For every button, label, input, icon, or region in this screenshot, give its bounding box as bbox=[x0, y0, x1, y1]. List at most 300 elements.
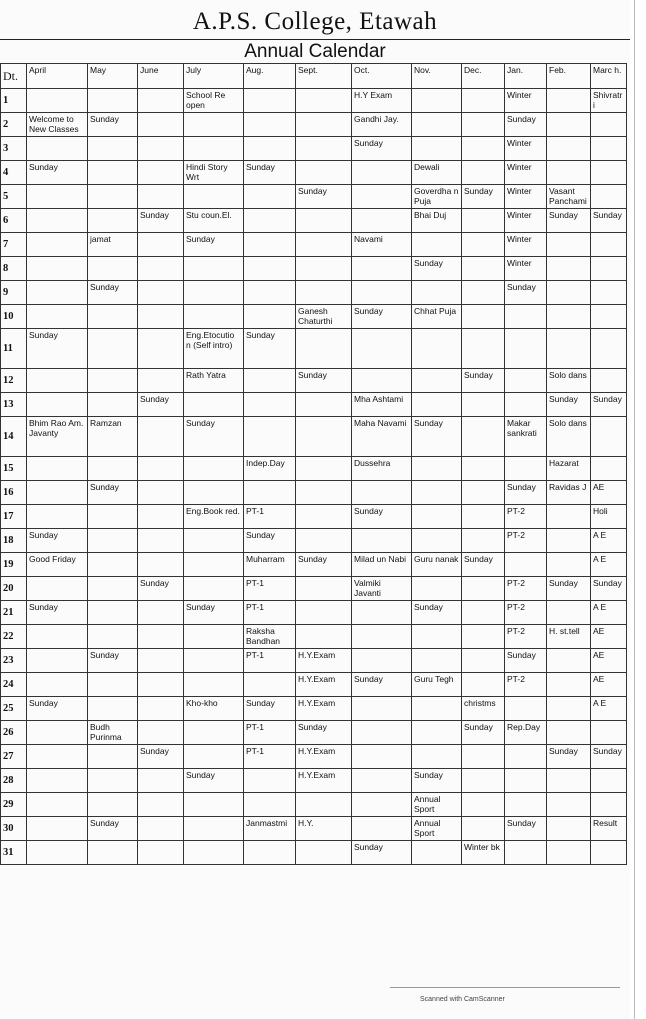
event-cell bbox=[352, 257, 412, 281]
event-cell: Holi bbox=[591, 505, 627, 529]
event-cell: Good Friday bbox=[27, 553, 88, 577]
event-cell bbox=[296, 233, 352, 257]
event-cell bbox=[88, 161, 138, 185]
date-cell: 20 bbox=[1, 577, 27, 601]
table-row bbox=[1, 721, 627, 745]
event-cell: Sunday bbox=[591, 209, 627, 233]
event-cell bbox=[138, 673, 184, 697]
date-cell: 17 bbox=[1, 505, 27, 529]
event-cell bbox=[296, 625, 352, 649]
event-cell: christms bbox=[462, 697, 505, 721]
event-cell bbox=[462, 113, 505, 137]
column-header-month: Jan. bbox=[505, 64, 547, 89]
event-cell bbox=[244, 481, 296, 505]
event-cell: Sunday bbox=[505, 481, 547, 505]
date-cell: 13 bbox=[1, 393, 27, 417]
event-cell bbox=[184, 481, 244, 505]
column-header-month: Nov. bbox=[412, 64, 462, 89]
table-row bbox=[1, 417, 627, 457]
event-cell bbox=[547, 281, 591, 305]
event-cell bbox=[352, 721, 412, 745]
event-cell: Raksha Bandhan bbox=[244, 625, 296, 649]
event-cell bbox=[412, 281, 462, 305]
event-cell bbox=[184, 817, 244, 841]
table-row bbox=[1, 505, 627, 529]
table-row bbox=[1, 281, 627, 305]
event-cell bbox=[547, 793, 591, 817]
event-cell bbox=[88, 769, 138, 793]
event-cell bbox=[412, 137, 462, 161]
event-cell: Sunday bbox=[462, 721, 505, 745]
event-cell bbox=[244, 89, 296, 113]
event-cell bbox=[462, 417, 505, 457]
event-cell bbox=[412, 457, 462, 481]
event-cell: AE bbox=[591, 673, 627, 697]
event-cell bbox=[547, 673, 591, 697]
event-cell bbox=[547, 305, 591, 329]
event-cell: Sunday bbox=[352, 305, 412, 329]
event-cell: Sunday bbox=[547, 209, 591, 233]
event-cell bbox=[505, 393, 547, 417]
event-cell bbox=[462, 745, 505, 769]
event-cell: Welcome to New Classes bbox=[27, 113, 88, 137]
event-cell: Navami bbox=[352, 233, 412, 257]
event-cell bbox=[462, 577, 505, 601]
event-cell bbox=[296, 137, 352, 161]
event-cell: Janmastmi bbox=[244, 817, 296, 841]
event-cell bbox=[547, 697, 591, 721]
event-cell bbox=[184, 257, 244, 281]
event-cell bbox=[244, 257, 296, 281]
event-cell bbox=[547, 89, 591, 113]
event-cell bbox=[184, 745, 244, 769]
date-cell: 16 bbox=[1, 481, 27, 505]
event-cell bbox=[138, 793, 184, 817]
event-cell bbox=[462, 329, 505, 369]
event-cell: Stu coun.El. bbox=[184, 209, 244, 233]
table-row bbox=[1, 369, 627, 393]
event-cell bbox=[88, 577, 138, 601]
event-cell: Sunday bbox=[296, 369, 352, 393]
event-cell bbox=[88, 841, 138, 865]
event-cell bbox=[591, 137, 627, 161]
event-cell bbox=[412, 393, 462, 417]
event-cell: Sunday bbox=[244, 161, 296, 185]
event-cell: Maha Navami bbox=[352, 417, 412, 457]
event-cell: Sunday bbox=[138, 393, 184, 417]
event-cell: A E bbox=[591, 553, 627, 577]
event-cell bbox=[184, 793, 244, 817]
event-cell bbox=[27, 209, 88, 233]
event-cell bbox=[412, 89, 462, 113]
event-cell: Sunday bbox=[184, 769, 244, 793]
event-cell bbox=[352, 793, 412, 817]
event-cell: Sunday bbox=[138, 577, 184, 601]
event-cell: Ramzan bbox=[88, 417, 138, 457]
column-header-month: Sept. bbox=[296, 64, 352, 89]
event-cell: Sunday bbox=[27, 329, 88, 369]
table-row bbox=[1, 137, 627, 161]
column-header-month: Marc h. bbox=[591, 64, 627, 89]
event-cell: Sunday bbox=[462, 185, 505, 209]
event-cell bbox=[27, 185, 88, 209]
event-cell: AE bbox=[591, 481, 627, 505]
event-cell bbox=[547, 329, 591, 369]
table-row bbox=[1, 673, 627, 697]
event-cell: Sunday bbox=[352, 137, 412, 161]
event-cell: PT-2 bbox=[505, 673, 547, 697]
event-cell bbox=[88, 305, 138, 329]
event-cell bbox=[462, 281, 505, 305]
date-cell: 31 bbox=[1, 841, 27, 865]
event-cell: Winter bbox=[505, 233, 547, 257]
date-cell: 14 bbox=[1, 417, 27, 457]
event-cell bbox=[138, 769, 184, 793]
event-cell bbox=[138, 817, 184, 841]
event-cell: Hazarat bbox=[547, 457, 591, 481]
event-cell bbox=[27, 649, 88, 673]
event-cell bbox=[505, 553, 547, 577]
event-cell: PT-1 bbox=[244, 721, 296, 745]
event-cell: Winter bbox=[505, 161, 547, 185]
event-cell bbox=[547, 649, 591, 673]
date-cell: 1 bbox=[1, 89, 27, 113]
date-cell: 8 bbox=[1, 257, 27, 281]
date-cell: 25 bbox=[1, 697, 27, 721]
table-row bbox=[1, 113, 627, 137]
date-cell: 18 bbox=[1, 529, 27, 553]
event-cell bbox=[244, 769, 296, 793]
date-cell: 7 bbox=[1, 233, 27, 257]
table-row bbox=[1, 305, 627, 329]
event-cell: Winter bk bbox=[462, 841, 505, 865]
event-cell: Rep.Day bbox=[505, 721, 547, 745]
event-cell: Hindi Story Wrt bbox=[184, 161, 244, 185]
event-cell: H.Y Exam bbox=[352, 89, 412, 113]
event-cell bbox=[547, 841, 591, 865]
event-cell bbox=[296, 481, 352, 505]
event-cell bbox=[591, 769, 627, 793]
event-cell bbox=[296, 505, 352, 529]
event-cell bbox=[352, 161, 412, 185]
event-cell bbox=[352, 649, 412, 673]
event-cell bbox=[27, 137, 88, 161]
event-cell bbox=[352, 185, 412, 209]
date-cell: 19 bbox=[1, 553, 27, 577]
event-cell bbox=[412, 113, 462, 137]
event-cell bbox=[27, 505, 88, 529]
event-cell bbox=[412, 697, 462, 721]
event-cell bbox=[138, 257, 184, 281]
table-row bbox=[1, 185, 627, 209]
table-row bbox=[1, 625, 627, 649]
date-cell: 10 bbox=[1, 305, 27, 329]
event-cell bbox=[547, 721, 591, 745]
table-row bbox=[1, 745, 627, 769]
event-cell bbox=[462, 393, 505, 417]
event-cell bbox=[296, 417, 352, 457]
event-cell: Sunday bbox=[547, 393, 591, 417]
event-cell bbox=[138, 369, 184, 393]
event-cell bbox=[462, 137, 505, 161]
event-cell: AE bbox=[591, 649, 627, 673]
scanner-watermark: Scanned with CamScanner bbox=[420, 996, 505, 1003]
event-cell bbox=[27, 481, 88, 505]
table-row bbox=[1, 457, 627, 481]
column-header-date: Dt. bbox=[1, 64, 27, 89]
event-cell bbox=[27, 281, 88, 305]
table-row bbox=[1, 257, 627, 281]
event-cell: H. st.tell bbox=[547, 625, 591, 649]
event-cell bbox=[547, 113, 591, 137]
event-cell bbox=[296, 89, 352, 113]
event-cell: Sunday bbox=[88, 481, 138, 505]
event-cell bbox=[88, 393, 138, 417]
event-cell: Sunday bbox=[462, 369, 505, 393]
table-row bbox=[1, 233, 627, 257]
event-cell bbox=[412, 625, 462, 649]
table-row bbox=[1, 529, 627, 553]
date-cell: 23 bbox=[1, 649, 27, 673]
event-cell bbox=[138, 281, 184, 305]
event-cell bbox=[27, 457, 88, 481]
event-cell: Sunday bbox=[184, 601, 244, 625]
event-cell: jamat bbox=[88, 233, 138, 257]
table-row bbox=[1, 393, 627, 417]
event-cell bbox=[244, 793, 296, 817]
event-cell bbox=[462, 673, 505, 697]
event-cell bbox=[27, 793, 88, 817]
event-cell bbox=[412, 529, 462, 553]
event-cell: Kho-kho bbox=[184, 697, 244, 721]
date-cell: 4 bbox=[1, 161, 27, 185]
event-cell bbox=[27, 233, 88, 257]
table-row bbox=[1, 209, 627, 233]
event-cell bbox=[412, 505, 462, 529]
event-cell: Sunday bbox=[412, 417, 462, 457]
event-cell bbox=[88, 697, 138, 721]
event-cell: Goverdha n Puja bbox=[412, 185, 462, 209]
event-cell: Annual Sport bbox=[412, 793, 462, 817]
event-cell bbox=[547, 161, 591, 185]
event-cell bbox=[296, 161, 352, 185]
event-cell bbox=[88, 505, 138, 529]
event-cell: H.Y.Exam bbox=[296, 673, 352, 697]
event-cell bbox=[27, 305, 88, 329]
event-cell: Shivratr i bbox=[591, 89, 627, 113]
event-cell bbox=[462, 233, 505, 257]
event-cell: Sunday bbox=[184, 233, 244, 257]
event-cell bbox=[27, 257, 88, 281]
event-cell: Sunday bbox=[138, 209, 184, 233]
event-cell bbox=[184, 721, 244, 745]
event-cell: Rath Yatra bbox=[184, 369, 244, 393]
event-cell: H.Y.Exam bbox=[296, 745, 352, 769]
event-cell: Gandhi Jay. bbox=[352, 113, 412, 137]
event-cell: Sunday bbox=[412, 601, 462, 625]
event-cell: Sunday bbox=[88, 113, 138, 137]
event-cell: PT-1 bbox=[244, 601, 296, 625]
event-cell: Sunday bbox=[88, 817, 138, 841]
event-cell: Guru Tegh bbox=[412, 673, 462, 697]
event-cell bbox=[591, 721, 627, 745]
event-cell bbox=[88, 89, 138, 113]
event-cell bbox=[591, 113, 627, 137]
date-cell: 2 bbox=[1, 113, 27, 137]
event-cell bbox=[412, 649, 462, 673]
event-cell bbox=[462, 209, 505, 233]
event-cell: Sunday bbox=[352, 673, 412, 697]
event-cell bbox=[505, 369, 547, 393]
event-cell bbox=[244, 305, 296, 329]
event-cell: Sunday bbox=[505, 113, 547, 137]
event-cell bbox=[462, 649, 505, 673]
event-cell bbox=[462, 529, 505, 553]
event-cell: PT-2 bbox=[505, 577, 547, 601]
event-cell bbox=[27, 673, 88, 697]
event-cell: Sunday bbox=[296, 553, 352, 577]
column-header-month: Oct. bbox=[352, 64, 412, 89]
event-cell bbox=[138, 305, 184, 329]
event-cell bbox=[505, 305, 547, 329]
event-cell bbox=[244, 113, 296, 137]
event-cell bbox=[244, 185, 296, 209]
event-cell bbox=[184, 305, 244, 329]
event-cell bbox=[88, 257, 138, 281]
event-cell: Eng.Etocutio n (Self intro) bbox=[184, 329, 244, 369]
event-cell: Result bbox=[591, 817, 627, 841]
event-cell: PT-1 bbox=[244, 577, 296, 601]
date-cell: 6 bbox=[1, 209, 27, 233]
event-cell: Sunday bbox=[412, 257, 462, 281]
event-cell: Guru nanak bbox=[412, 553, 462, 577]
event-cell bbox=[591, 369, 627, 393]
event-cell: Sunday bbox=[244, 329, 296, 369]
event-cell bbox=[88, 137, 138, 161]
event-cell bbox=[138, 137, 184, 161]
table-row bbox=[1, 817, 627, 841]
date-cell: 12 bbox=[1, 369, 27, 393]
event-cell bbox=[505, 697, 547, 721]
date-cell: 29 bbox=[1, 793, 27, 817]
event-cell: PT-2 bbox=[505, 625, 547, 649]
event-cell: PT-1 bbox=[244, 649, 296, 673]
event-cell bbox=[296, 393, 352, 417]
event-cell bbox=[591, 233, 627, 257]
event-cell: Sunday bbox=[352, 505, 412, 529]
event-cell bbox=[88, 369, 138, 393]
date-cell: 3 bbox=[1, 137, 27, 161]
event-cell bbox=[352, 529, 412, 553]
event-cell bbox=[27, 841, 88, 865]
event-cell bbox=[296, 113, 352, 137]
column-header-month: July bbox=[184, 64, 244, 89]
event-cell: Sunday bbox=[591, 393, 627, 417]
event-cell bbox=[88, 553, 138, 577]
event-cell bbox=[27, 369, 88, 393]
event-cell bbox=[352, 601, 412, 625]
event-cell bbox=[412, 841, 462, 865]
event-cell bbox=[462, 625, 505, 649]
event-cell: Makar sankrati bbox=[505, 417, 547, 457]
event-cell bbox=[412, 577, 462, 601]
event-cell: Sunday bbox=[27, 697, 88, 721]
event-cell: A E bbox=[591, 697, 627, 721]
event-cell bbox=[27, 817, 88, 841]
event-cell bbox=[27, 769, 88, 793]
event-cell bbox=[505, 769, 547, 793]
event-cell: Muharram bbox=[244, 553, 296, 577]
event-cell bbox=[462, 257, 505, 281]
table-row bbox=[1, 481, 627, 505]
event-cell bbox=[296, 841, 352, 865]
event-cell: Sunday bbox=[138, 745, 184, 769]
column-header-month: Dec. bbox=[462, 64, 505, 89]
event-cell bbox=[27, 745, 88, 769]
event-cell bbox=[244, 393, 296, 417]
event-cell: Mha Ashtami bbox=[352, 393, 412, 417]
event-cell bbox=[184, 529, 244, 553]
event-cell bbox=[138, 457, 184, 481]
event-cell bbox=[27, 721, 88, 745]
event-cell: Sunday bbox=[88, 281, 138, 305]
event-cell bbox=[412, 233, 462, 257]
event-cell: A E bbox=[591, 529, 627, 553]
event-cell: Annual Sport bbox=[412, 817, 462, 841]
date-cell: 28 bbox=[1, 769, 27, 793]
column-header-month: May bbox=[88, 64, 138, 89]
column-header-month: April bbox=[27, 64, 88, 89]
page-title: A.P.S. College, Etawah bbox=[192, 8, 438, 35]
event-cell: H.Y.Exam bbox=[296, 769, 352, 793]
event-cell bbox=[412, 329, 462, 369]
event-cell: Sunday bbox=[27, 601, 88, 625]
event-cell: Ravidas J bbox=[547, 481, 591, 505]
event-cell bbox=[244, 281, 296, 305]
event-cell bbox=[296, 281, 352, 305]
event-cell bbox=[296, 457, 352, 481]
event-cell bbox=[244, 673, 296, 697]
event-cell: Dussehra bbox=[352, 457, 412, 481]
date-cell: 5 bbox=[1, 185, 27, 209]
event-cell bbox=[138, 329, 184, 369]
event-cell bbox=[244, 417, 296, 457]
event-cell bbox=[591, 185, 627, 209]
event-cell bbox=[296, 577, 352, 601]
event-cell bbox=[244, 209, 296, 233]
event-cell bbox=[244, 369, 296, 393]
event-cell bbox=[184, 625, 244, 649]
event-cell: Bhai Duj bbox=[412, 209, 462, 233]
event-cell bbox=[88, 185, 138, 209]
event-cell: Sunday bbox=[547, 745, 591, 769]
event-cell: Sunday bbox=[244, 697, 296, 721]
event-cell: PT-2 bbox=[505, 529, 547, 553]
event-cell: Budh Purinma bbox=[88, 721, 138, 745]
event-cell: Chhat Puja bbox=[412, 305, 462, 329]
table-row bbox=[1, 793, 627, 817]
event-cell bbox=[591, 281, 627, 305]
date-cell: 30 bbox=[1, 817, 27, 841]
calendar-body bbox=[1, 89, 627, 865]
event-cell bbox=[138, 625, 184, 649]
event-cell: A E bbox=[591, 601, 627, 625]
event-cell bbox=[352, 281, 412, 305]
event-cell bbox=[184, 841, 244, 865]
event-cell bbox=[296, 793, 352, 817]
event-cell bbox=[184, 185, 244, 209]
event-cell bbox=[352, 697, 412, 721]
